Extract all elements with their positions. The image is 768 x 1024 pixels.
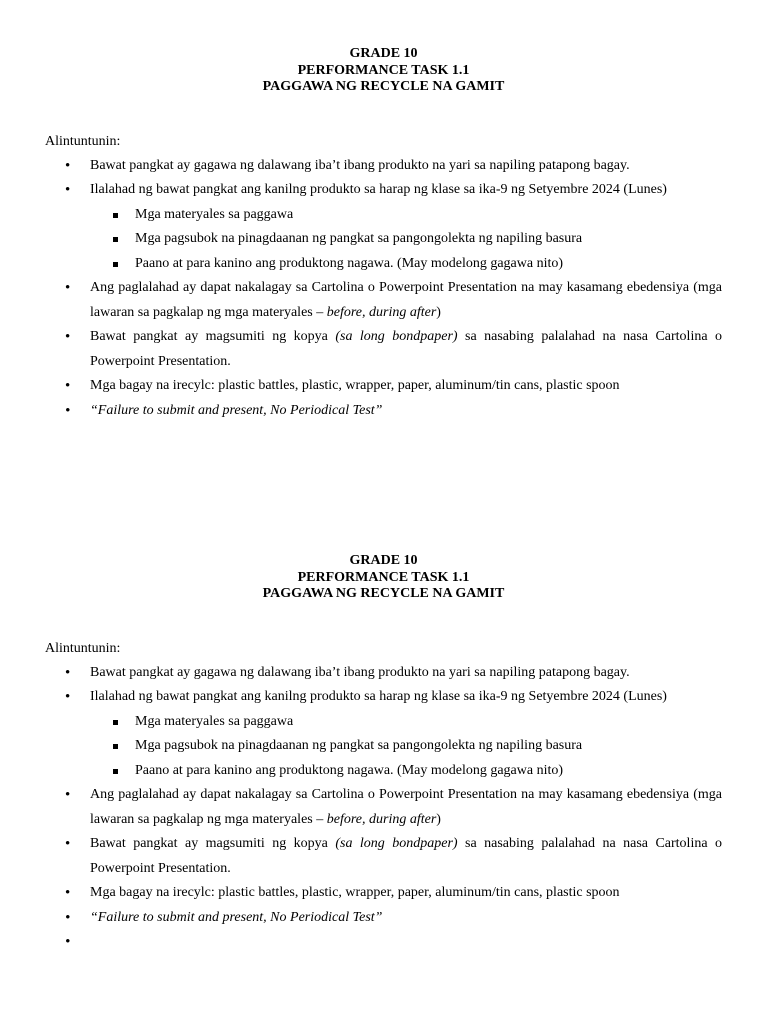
title-grade: GRADE 10 [349,46,418,61]
list-item-text [90,787,722,827]
bullet-icon: • [65,182,71,198]
sub-list [45,710,722,784]
item-text-main: Bawat pangkat ay magsumiti ng kopya [90,836,336,851]
list-item [45,783,722,832]
item-text-end: sa nasabing palalahad na nasa Cartolina o Powerpoint Presentation. [90,836,722,876]
bullet-icon: • [65,329,71,345]
sub-list-item [45,252,722,277]
warning-text: “Failure to submit and present, No Periodical Test” [90,909,383,925]
list-item [45,178,722,203]
section-title [45,553,722,603]
sub-list-item-text: Paano at para kanino ang produktong nagawa. (May modelong gagawa nito) [135,255,564,271]
square-bullet-icon [113,720,118,725]
square-bullet-icon [113,213,118,218]
bullet-icon: • [65,402,71,419]
list-item-text: Bawat pangkat ay gagawa ng dalawang iba’t ibang produkto na yari sa napiling patapong bagay. [90,664,630,680]
list-item [45,325,722,374]
list-item-text: Ilalahad ng bawat pangkat ang kanilng produkto sa harap ng klase sa ika-9 ng Setyembre 2024 (Lunes) [90,689,667,704]
list-item [45,374,722,399]
list-item [45,832,722,881]
bullet-icon: • [65,689,71,705]
item-text-italic: (sa long bondpaper) [335,836,458,851]
item-text-end: sa nasabing palalahad na nasa Cartolina o Powerpoint Presentation. [90,329,722,369]
item-text-italic: before, during after [326,811,437,827]
title-task: PERFORMANCE TASK 1.1 [297,569,470,585]
item-text-main: Ang paglalahad ay dapat nakalagay sa Cartolina o Powerpoint Presentation na may kasamang ebedensiya (mga lawaran sa pagkalap ng mga materyales – [90,280,722,320]
task-section-1 [45,46,722,423]
bullet-icon: • [65,664,71,681]
instructions-list [45,154,722,424]
bullet-icon: • [65,157,71,174]
item-text-italic: (sa long bondpaper) [335,329,458,344]
item-text-main: Bawat pangkat ay magsumiti ng kopya [90,329,336,344]
list-item-text: Mga bagay na irecylc: plastic battles, plastic, wrapper, paper, aluminum/tin cans, plastic spoon [90,378,620,393]
bullet-icon: • [65,787,71,803]
title-subject: PAGGAWA NG RECYCLE NA GAMIT [262,586,505,601]
list-item-text: Bawat pangkat ay gagawa ng dalawang iba’t ibang produkto na yari sa napiling patapong bagay. [90,157,630,173]
sub-list [45,203,722,277]
title-task: PERFORMANCE TASK 1.1 [297,62,470,78]
list-item-text [90,329,722,369]
item-text-italic: before, during after [326,304,437,320]
list-item [45,154,722,179]
bullet-icon: • [65,836,71,852]
bullet-icon: • [65,885,71,901]
item-text-main: Ang paglalahad ay dapat nakalagay sa Cartolina o Powerpoint Presentation na may kasamang ebedensiya (mga lawaran sa pagkalap ng mga materyales – [90,787,722,827]
sub-list-item-text: Mga materyales sa paggawa [135,713,294,729]
sub-list-container [45,203,722,277]
list-item [45,661,722,686]
list-item [45,881,722,906]
list-item-text [90,280,722,320]
bullet-icon: • [65,934,71,950]
instructions-list [45,661,722,955]
sub-list-container [45,710,722,784]
sub-list-item [45,227,722,252]
sub-list-item-text: Mga pagsubok na pinagdaanan ng pangkat sa pangongolekta ng napiling basura [135,738,583,753]
warning-text: “Failure to submit and present, No Periodical Test” [90,402,383,418]
list-item-text: Ilalahad ng bawat pangkat ang kanilng produkto sa harap ng klase sa ika-9 ng Setyembre 2024 (Lunes) [90,182,667,197]
section-title [45,46,722,96]
square-bullet-icon [113,769,118,774]
bullet-icon: • [65,378,71,394]
list-item-text [90,836,722,876]
list-item-text: Mga bagay na irecylc: plastic battles, plastic, wrapper, paper, aluminum/tin cans, plastic spoon [90,885,620,900]
square-bullet-icon [113,237,118,242]
title-subject: PAGGAWA NG RECYCLE NA GAMIT [262,79,505,94]
square-bullet-icon [113,744,118,749]
title-grade: GRADE 10 [349,553,418,568]
sub-list-item [45,710,722,735]
list-item [45,399,722,424]
list-item [45,685,722,710]
sub-list-item [45,734,722,759]
list-item [45,906,722,931]
instructions-heading: Alintuntunin: [45,640,121,656]
list-item-text [90,934,94,949]
item-text-end: ) [436,811,441,827]
task-section-2 [45,553,722,955]
item-text-end: ) [436,304,441,320]
sub-list-item [45,759,722,784]
square-bullet-icon [113,262,118,267]
list-item-empty [45,930,722,955]
sub-list-item [45,203,722,228]
bullet-icon: • [65,909,71,926]
bullet-icon: • [65,280,71,296]
list-item [45,276,722,325]
instructions-heading: Alintuntunin: [45,133,121,149]
sub-list-item-text: Mga materyales sa paggawa [135,206,294,222]
sub-list-item-text: Mga pagsubok na pinagdaanan ng pangkat sa pangongolekta ng napiling basura [135,231,583,246]
sub-list-item-text: Paano at para kanino ang produktong nagawa. (May modelong gagawa nito) [135,762,564,778]
